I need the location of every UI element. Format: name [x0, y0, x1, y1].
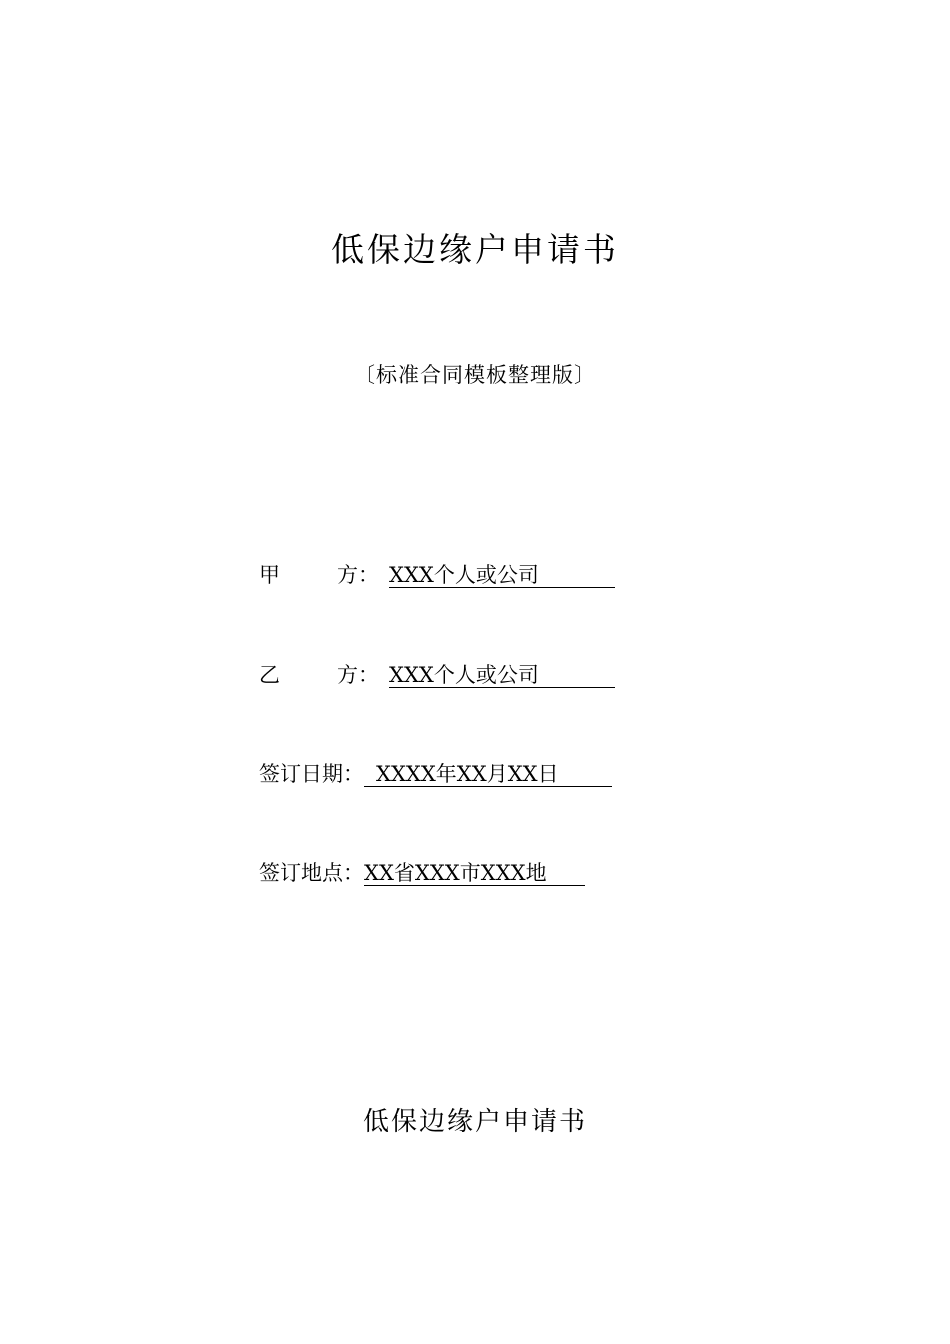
party-b-field: [259, 660, 615, 690]
sign-place-value: XX省XXX市XXX地: [364, 861, 585, 886]
party-a-label: [259, 560, 389, 590]
party-b-label: [259, 660, 389, 690]
party-b-label-second: 方：: [337, 663, 379, 687]
footer-title: 低保边缘户申请书: [362, 1107, 587, 1137]
party-a-label-first: 甲: [259, 563, 280, 587]
party-a-value: XXX个人或公司: [389, 563, 615, 588]
party-b-value: XXX个人或公司: [389, 663, 615, 688]
sign-date-value: XXXX年XX月XX日: [364, 762, 612, 787]
sign-place-label: 签订地点：: [259, 861, 364, 885]
document-subtitle: 〔标准合同模板整理版〕: [354, 363, 596, 387]
document-title: 低保边缘户申请书: [331, 230, 619, 269]
party-a-field: [259, 560, 615, 590]
sign-place-field: [259, 858, 585, 888]
party-b-label-first: 乙: [259, 663, 280, 687]
party-a-label-second: 方：: [337, 563, 379, 587]
sign-date-label: 签订日期：: [259, 762, 364, 786]
sign-date-field: [259, 759, 612, 789]
